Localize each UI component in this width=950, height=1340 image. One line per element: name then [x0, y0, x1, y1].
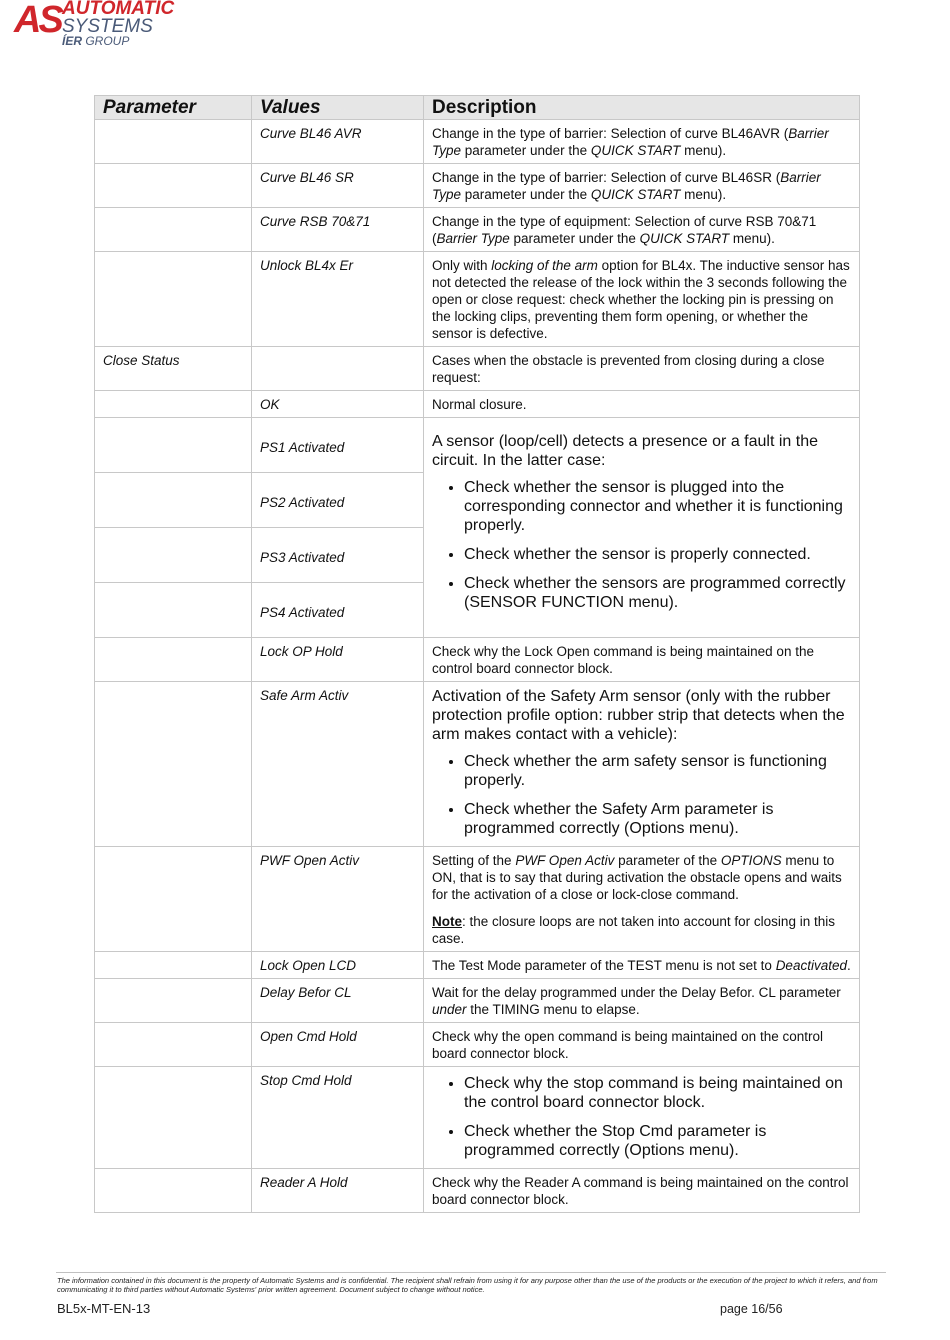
- description-cell: Change in the type of barrier: Selection of curve BL46AVR (Barrier Type parameter under the QUICK START menu).: [424, 120, 860, 164]
- description-cell: Change in the type of barrier: Selection of curve BL46SR (Barrier Type parameter under the QUICK START menu).: [424, 164, 860, 208]
- table-row: [95, 979, 860, 1023]
- footer-divider: [56, 1272, 886, 1273]
- table-row: [95, 638, 860, 682]
- footer-disclaimer: The information contained in this document is the property of Automatic Systems and is confidential. The recipient shall refrain from using it for any purpose other than the use of the products or the execution of the project to which it refers, and from communicating it to third parties without Automatic Systems' prior written agreement. Document subject to change without notice.: [57, 1276, 878, 1294]
- param-cell-close-status: Close Status: [95, 347, 252, 391]
- list-item: • Check whether the Safety Arm parameter is programmed correctly (Options menu).: [464, 800, 851, 838]
- table-row: [95, 418, 860, 473]
- param-cell: [95, 1169, 252, 1213]
- value-cell: Safe Arm Activ: [252, 682, 424, 847]
- param-cell: [95, 418, 252, 473]
- logo-line-automatic: AUTOMATIC: [62, 0, 175, 19]
- param-cell: [95, 252, 252, 347]
- param-cell: [95, 528, 252, 583]
- table-row: [95, 164, 860, 208]
- header-parameter: Parameter: [95, 96, 252, 120]
- value-cell: OK: [252, 391, 424, 418]
- description-cell: Normal closure.: [424, 391, 860, 418]
- safe-arm-bullet-list: [432, 752, 851, 838]
- param-cell: [95, 164, 252, 208]
- table-row: [95, 1023, 860, 1067]
- logo-line-group: ÍER GROUP: [62, 34, 130, 48]
- description-cell: Cases when the obstacle is prevented from closing during a close request:: [424, 347, 860, 391]
- sensor-bullet-list: [432, 478, 851, 612]
- pwf-description: Setting of the PWF Open Activ parameter of the OPTIONS menu to ON, that is to say that during activation the obstacle opens and waits for the activation of a close or lock-close command.: [432, 853, 842, 902]
- value-cell: Open Cmd Hold: [252, 1023, 424, 1067]
- param-cell: [95, 208, 252, 252]
- parameter-table: [94, 95, 860, 1213]
- list-item: • Check whether the sensor is properly connected.: [464, 545, 851, 564]
- table-row: [95, 252, 860, 347]
- description-cell-sensors: [424, 418, 860, 638]
- param-cell: [95, 120, 252, 164]
- value-cell: PS2 Activated: [252, 473, 424, 528]
- param-cell: [95, 979, 252, 1023]
- value-cell: Stop Cmd Hold: [252, 1067, 424, 1169]
- pwf-note: Note: the closure loops are not taken into account for closing in this case.: [432, 914, 835, 946]
- list-item: • Check why the stop command is being maintained on the control board connector block.: [464, 1074, 851, 1112]
- description-cell: [424, 1067, 860, 1169]
- value-cell: Lock OP Hold: [252, 638, 424, 682]
- description-cell: [424, 682, 860, 847]
- param-cell: [95, 391, 252, 418]
- stop-cmd-bullet-list: [432, 1074, 851, 1160]
- table-row: [95, 1067, 860, 1169]
- list-item: • Check whether the Stop Cmd parameter is programmed correctly (Options menu).: [464, 1122, 851, 1160]
- description-cell: Check why the open command is being maintained on the control board connector block.: [424, 1023, 860, 1067]
- description-cell: Check why the Reader A command is being maintained on the control board connector block.: [424, 1169, 860, 1213]
- header-values: Values: [252, 96, 424, 120]
- value-cell: [252, 347, 424, 391]
- table-header-row: [95, 96, 860, 120]
- table-row: [95, 682, 860, 847]
- safe-arm-intro: Activation of the Safety Arm sensor (only with the rubber protection profile option: rubber strip that detects when the arm makes contact with a vehicle):: [432, 688, 845, 743]
- table-row: [95, 847, 860, 952]
- table-row: [95, 120, 860, 164]
- param-cell: [95, 952, 252, 979]
- table-row: [95, 347, 860, 391]
- value-cell: Curve BL46 AVR: [252, 120, 424, 164]
- company-logo: [14, 0, 194, 52]
- document-reference: BL5x-MT-EN-13: [57, 1301, 151, 1316]
- description-cell: The Test Mode parameter of the TEST menu is not set to Deactivated.: [424, 952, 860, 979]
- value-cell: Curve RSB 70&71: [252, 208, 424, 252]
- param-cell: [95, 682, 252, 847]
- value-cell: PS3 Activated: [252, 528, 424, 583]
- description-cell: Change in the type of equipment: Selection of curve RSB 70&71 (Barrier Type parameter under the QUICK START menu).: [424, 208, 860, 252]
- description-cell: [424, 847, 860, 952]
- value-cell: Lock Open LCD: [252, 952, 424, 979]
- param-cell: [95, 1067, 252, 1169]
- param-cell: [95, 583, 252, 638]
- param-cell: [95, 473, 252, 528]
- logo-line-systems: SYSTEMS: [62, 16, 153, 37]
- value-cell: Delay Befor CL: [252, 979, 424, 1023]
- value-cell: Unlock BL4x Er: [252, 252, 424, 347]
- value-cell: Reader A Hold: [252, 1169, 424, 1213]
- list-item: • Check whether the sensors are programmed correctly (SENSOR FUNCTION menu).: [464, 574, 851, 612]
- table-row: [95, 391, 860, 418]
- logo-mark: AS: [14, 0, 61, 41]
- param-cell: [95, 847, 252, 952]
- value-cell: PS4 Activated: [252, 583, 424, 638]
- value-cell: Curve BL46 SR: [252, 164, 424, 208]
- description-cell: Check why the Lock Open command is being maintained on the control board connector block.: [424, 638, 860, 682]
- table-row: [95, 1169, 860, 1213]
- sensor-intro: A sensor (loop/cell) detects a presence or a fault in the circuit. In the latter case:: [432, 433, 818, 469]
- value-cell: PWF Open Activ: [252, 847, 424, 952]
- table-row: [95, 952, 860, 979]
- param-cell: [95, 638, 252, 682]
- list-item: • Check whether the sensor is plugged into the corresponding connector and whether it is functioning properly.: [464, 478, 851, 535]
- page-number: page 16/56: [720, 1302, 783, 1316]
- description-cell: Only with locking of the arm option for BL4x. The inductive sensor has not detected the release of the lock within the 3 seconds following the open or close request: check whether the locking pin is pressing on the locking clips, preventing them form opening, or whether the sensor is defective.: [424, 252, 860, 347]
- table-row: [95, 208, 860, 252]
- param-cell: [95, 1023, 252, 1067]
- header-description: Description: [424, 96, 860, 120]
- value-cell: PS1 Activated: [252, 418, 424, 473]
- description-cell: Wait for the delay programmed under the Delay Befor. CL parameter under the TIMING menu to elapse.: [424, 979, 860, 1023]
- list-item: • Check whether the arm safety sensor is functioning properly.: [464, 752, 851, 790]
